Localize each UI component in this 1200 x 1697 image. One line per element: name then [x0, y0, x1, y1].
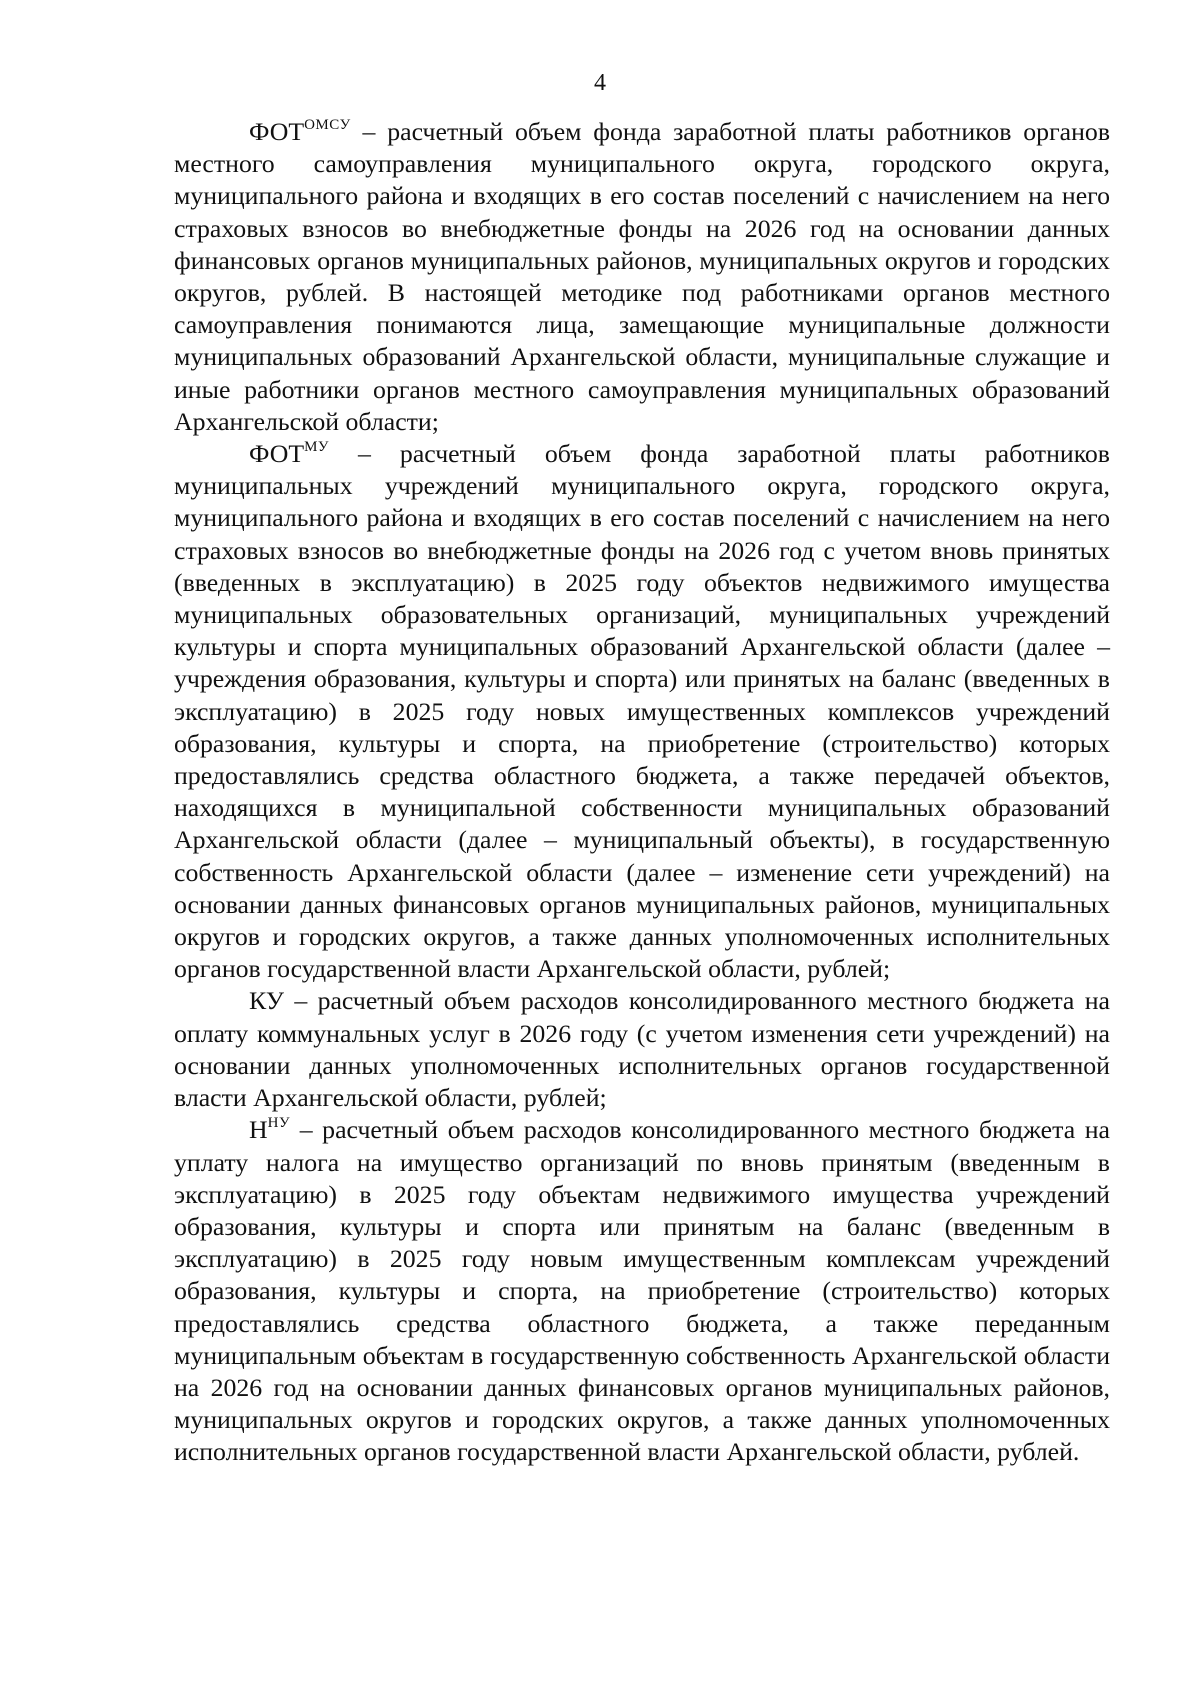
definition-n-nu [174, 1114, 1110, 1468]
term-symbol [249, 439, 329, 468]
definition-fot-omsu [174, 116, 1110, 438]
definition-text: – расчетный объем фонда заработной платы работников органов местного самоуправления муниципального округа, городского округа, муниципального района и входящих в его состав поселений с начислением на него страховых взносов во внебюджетные фонды на 2026 год на основании данных финансовых органов муниципальных районов, муниципальных округов и городских округов, рублей. В настоящей методике под работниками органов местного самоуправления понимаются лица, замещающие муниципальные должности муниципальных образований Архангельской области, муниципальные служащие и иные работники органов местного самоуправления муниципальных образований Архангельской области; [174, 117, 1110, 436]
term-base: КУ [249, 986, 284, 1016]
term-superscript: ОМСУ [304, 117, 351, 133]
definition-fot-mu [174, 438, 1110, 985]
term-base: Н [249, 1115, 268, 1145]
term-superscript: МУ [304, 439, 330, 456]
definitions-list [174, 116, 1110, 1469]
definition-ku [174, 985, 1110, 1114]
definition-text: – расчетный объем расходов консолидированного местного бюджета на оплату коммунальных услуг в 2026 году (с учетом изменения сети учреждений) на основании данных уполномоченных исполнительных органов государственной власти Архангельской области, рублей; [174, 986, 1110, 1113]
term-base: ФОТ [249, 117, 305, 146]
term-symbol [249, 1115, 290, 1144]
definition-text: – расчетный объем расходов консолидированного местного бюджета на уплату налога на имущество организаций по вновь принятым (введенным в эксплуатацию) в 2025 году объектам недвижимого имущества учреждений образования, культуры и спорта или принятым на баланс (введенным в эксплуатацию) в 2025 году новым имущественным комплексам учреждений образования, культуры и спорта, на приобретение (строительство) которых предоставлялись средства областного бюджета, а также переданным муниципальным объектам в государственную собственность Архангельской области на 2026 год на основании данных финансовых органов муниципальных районов, муниципальных округов и городских округов, а также данных уполномоченных исполнительных органов государственной власти Архангельской области, рублей. [174, 1115, 1110, 1467]
term-symbol [249, 986, 284, 1015]
term-base: ФОТ [249, 439, 305, 469]
term-superscript: НУ [267, 1115, 291, 1132]
definition-text: – расчетный объем фонда заработной платы работников муниципальных учреждений муниципального округа, городского округа, муниципального района и входящих в его состав поселений с начислением на него страховых взносов во внебюджетные фонды на 2026 год с учетом вновь принятых (введенных в эксплуатацию) в 2025 году объектов недвижимого имущества муниципальных образовательных организаций, муниципальных учреждений культуры и спорта муниципальных образований Архангельской области (далее – учреждения образования, культуры и спорта) или принятых на баланс (введенных в эксплуатацию) в 2025 году новых имущественных комплексов учреждений образования, культуры и спорта, на приобретение (строительство) которых предоставлялись средства областного бюджета, а также передачей объектов, находящихся в муниципальной собственности муниципальных образований Архангельской области (далее – муниципальный объекты), в государственную собственность Архангельской области (далее – изменение сети учреждений) на основании данных финансовых органов муниципальных районов, муниципальных округов и городских округов, а также данных уполномоченных исполнительных органов государственной власти Архангельской области, рублей; [174, 439, 1110, 984]
page-number: 4 [594, 70, 606, 96]
term-symbol [249, 117, 351, 146]
